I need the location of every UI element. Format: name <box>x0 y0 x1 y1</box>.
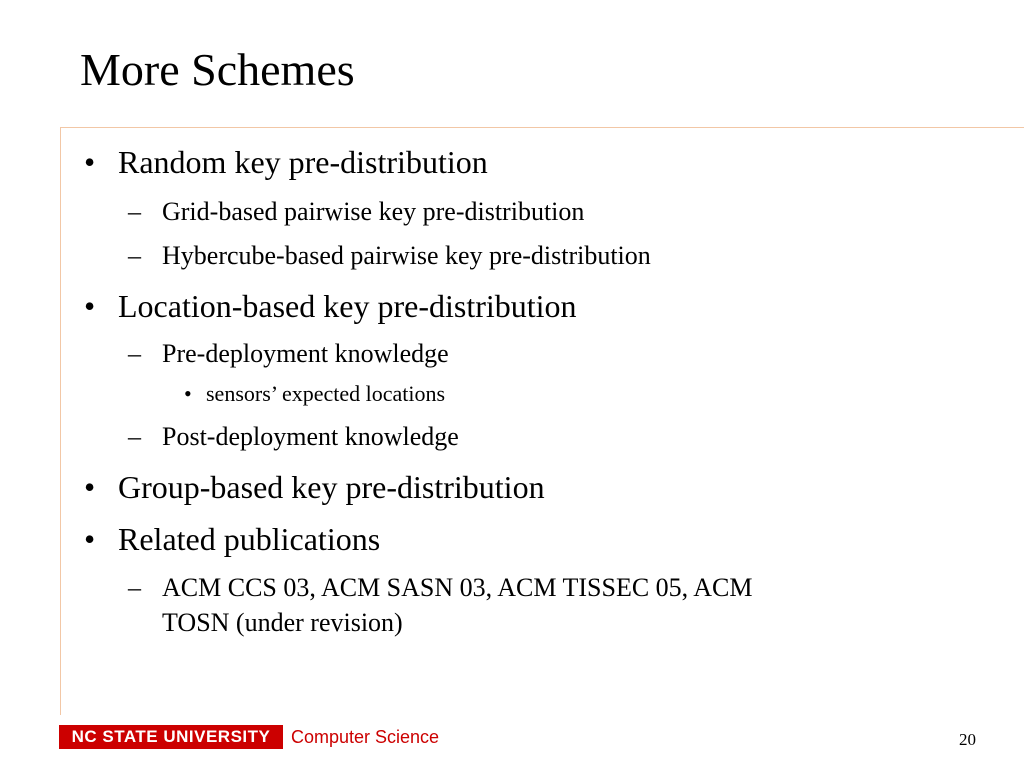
sub-item-text: Pre-deployment knowledge <box>162 339 449 368</box>
sub-item-text: Grid-based pairwise key pre-distribution <box>162 197 585 226</box>
bullet-text: Group-based key pre-distribution <box>118 469 545 505</box>
left-rule <box>60 127 61 715</box>
bullet-text: Related publications <box>118 521 381 557</box>
small-bullet-marker: • <box>184 381 192 406</box>
dash-marker: – <box>128 339 141 368</box>
dash-marker: – <box>128 241 141 270</box>
department-name: Computer Science <box>291 727 440 747</box>
sub-item-text: ACM CCS 03, ACM SASN 03, ACM TISSEC 05, ACM <box>162 573 753 602</box>
sub-sub-item-text: sensors’ expected locations <box>206 381 446 406</box>
bullet-text: Location-based key pre-distribution <box>118 288 577 324</box>
page-number: 20 <box>959 730 976 749</box>
bullet-marker: • <box>84 521 96 557</box>
header-rule <box>60 127 1024 128</box>
dash-marker: – <box>128 197 141 226</box>
sub-item-text: TOSN (under revision) <box>162 608 403 637</box>
logo-text: NC STATE UNIVERSITY <box>71 727 271 746</box>
slide-title: More Schemes <box>80 44 355 95</box>
bullet-marker: • <box>84 144 96 180</box>
bullet-text: Random key pre-distribution <box>118 144 488 180</box>
dash-marker: – <box>128 573 141 602</box>
sub-item-text: Hybercube-based pairwise key pre-distribution <box>162 241 651 270</box>
bullet-marker: • <box>84 288 96 324</box>
university-logo <box>59 725 283 749</box>
bullet-marker: • <box>84 469 96 505</box>
sub-item-text: Post-deployment knowledge <box>162 422 459 451</box>
dash-marker: – <box>128 422 141 451</box>
